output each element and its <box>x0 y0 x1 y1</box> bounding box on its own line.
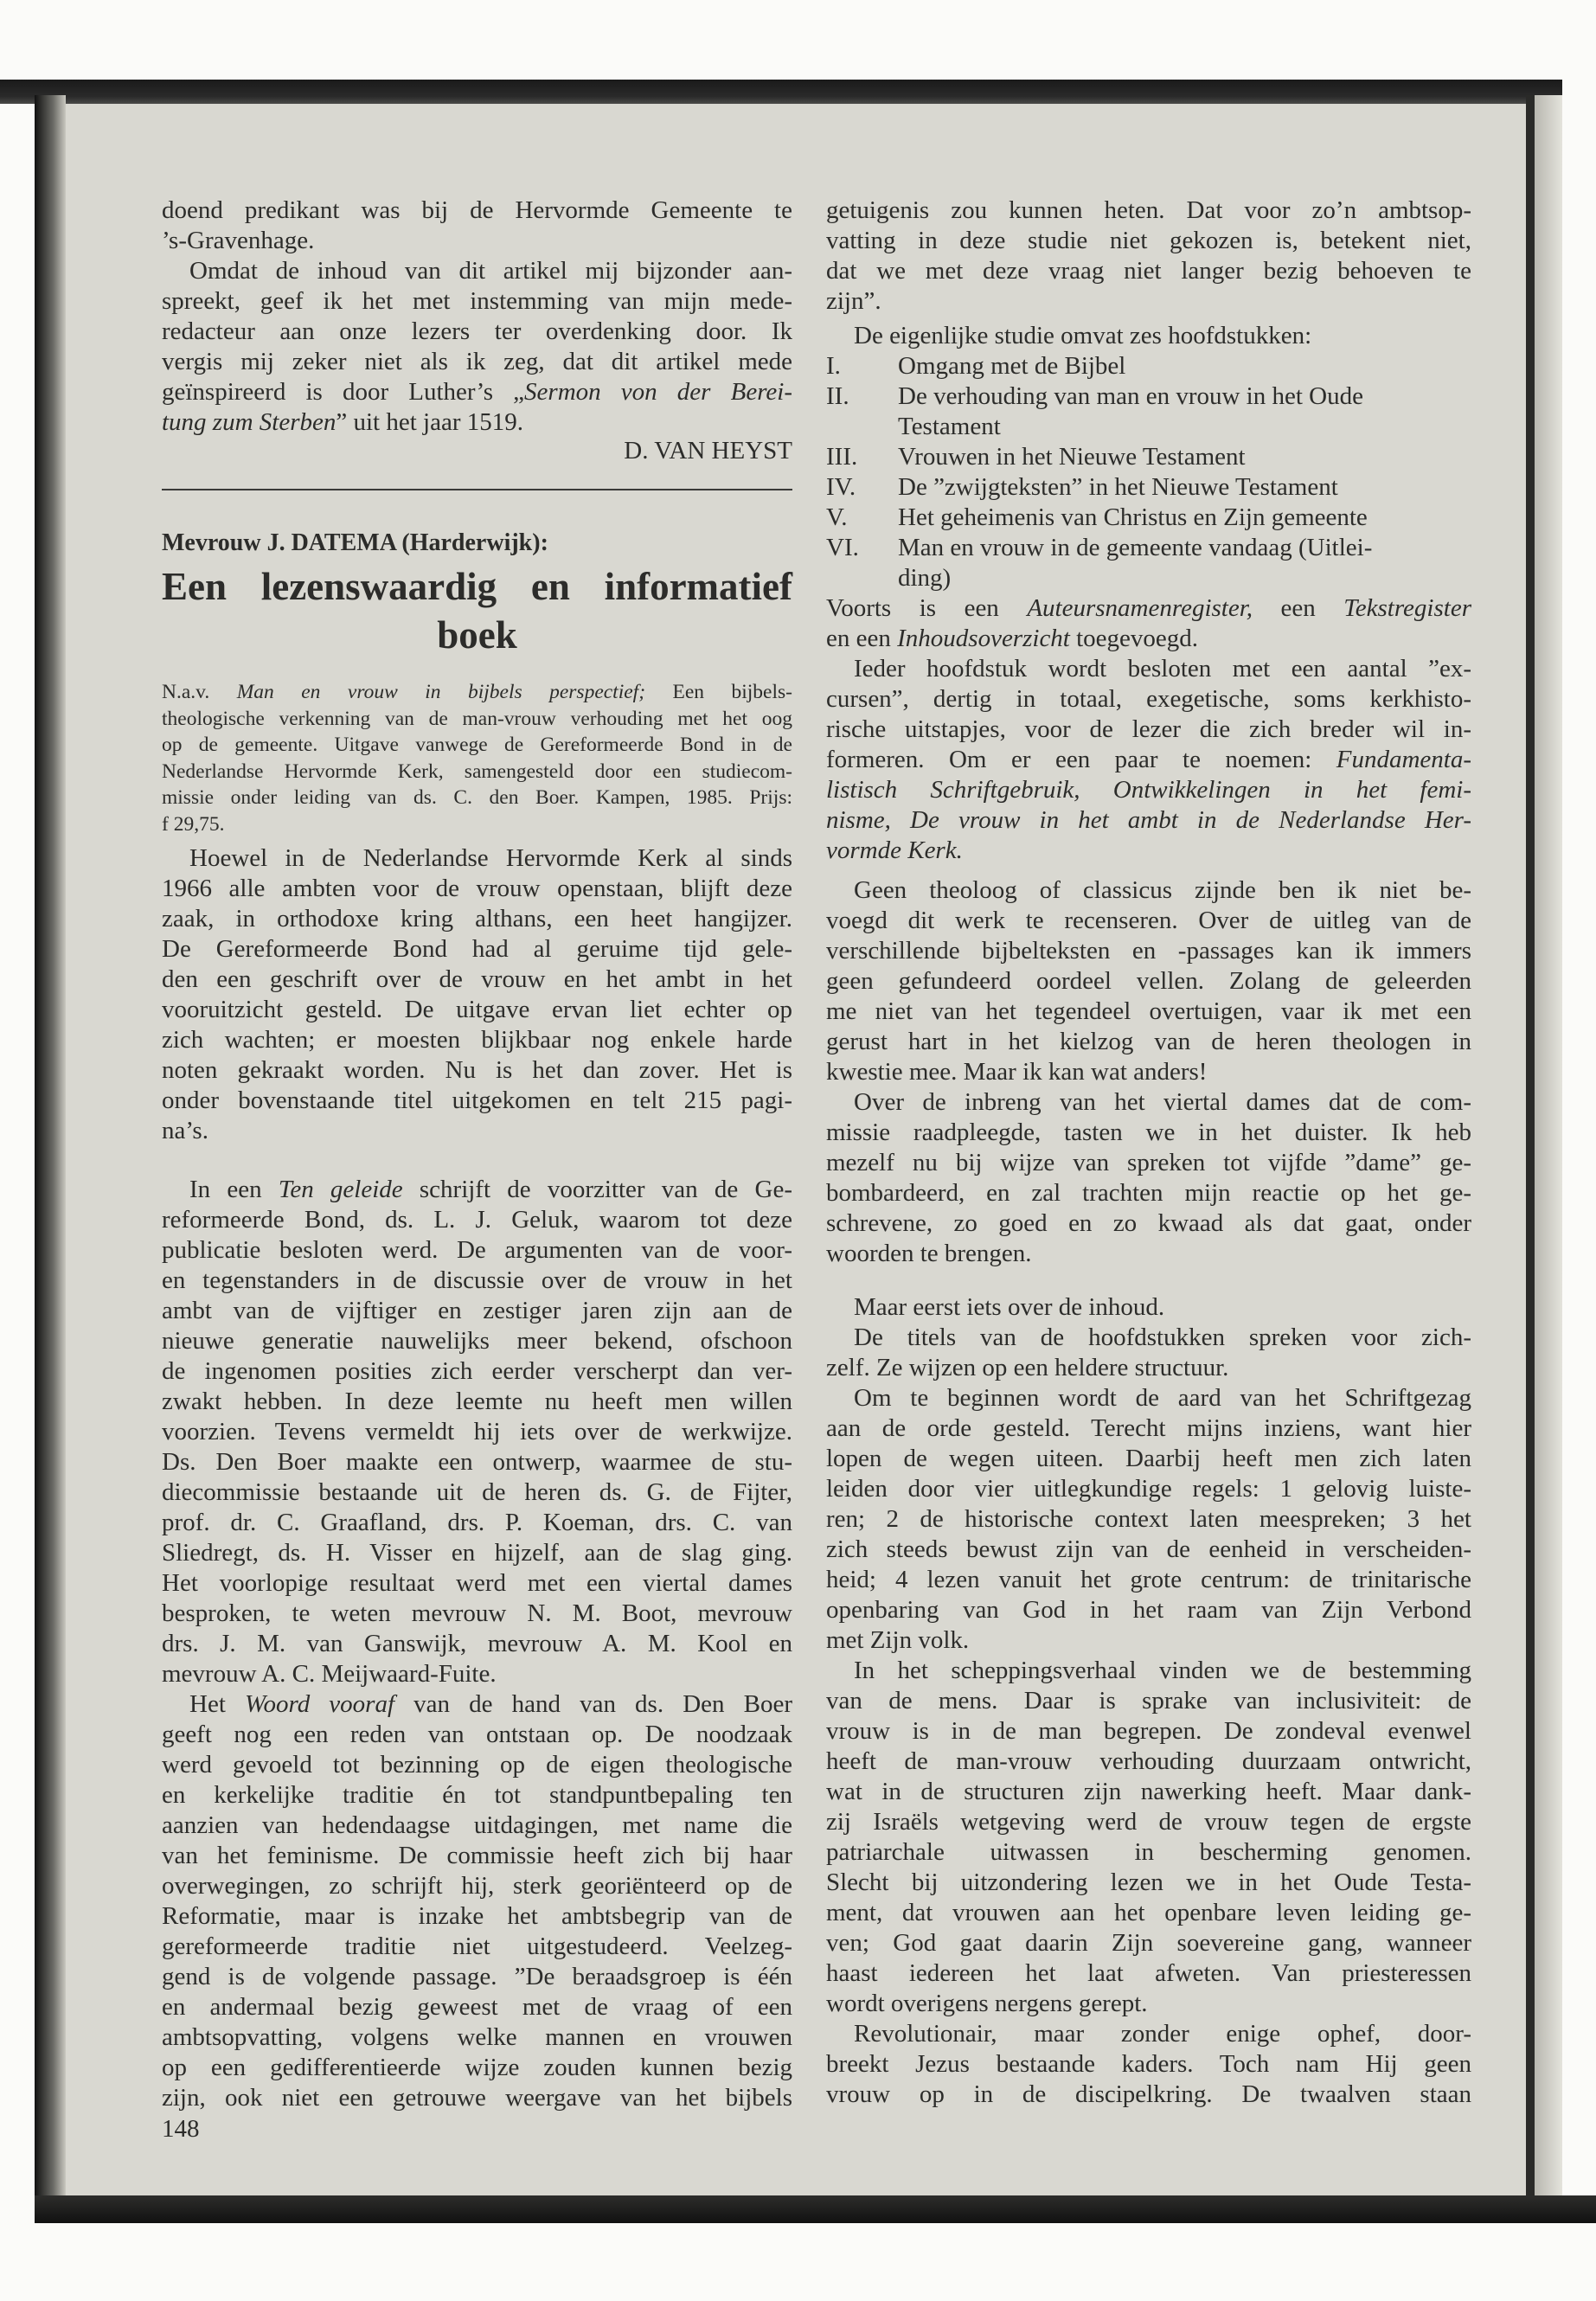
text-line <box>826 593 1471 624</box>
text-segment: Het voorlopige resultaat werd met een viertal dames <box>162 1569 792 1597</box>
text-line <box>162 195 792 226</box>
book-spine-edge <box>1535 95 1562 2197</box>
paragraph <box>826 1656 1471 2019</box>
text-segment: publicatie besloten werd. De argumenten van de voor- <box>162 1236 792 1264</box>
text-line <box>826 775 1471 805</box>
text-line <box>826 906 1471 936</box>
book-spine-line <box>1526 95 1535 2197</box>
text-segment: reformeerde Bond, ds. L. J. Geluk, waarom tot deze <box>162 1206 792 1234</box>
chapter-item <box>826 442 1471 472</box>
text-segment: ambtsopvatting, volgens welke mannen en vrouwen <box>162 2023 792 2051</box>
text-segment: Revolutionair, maar zonder enige ophef, door- <box>854 2020 1471 2048</box>
paragraph <box>826 1292 1471 1323</box>
text-line <box>162 759 792 785</box>
text-line <box>162 226 792 256</box>
paragraph <box>162 195 792 256</box>
text-line <box>826 195 1471 226</box>
text-segment: patriarchale uitwassen in bescherming genomen. <box>826 1838 1471 1866</box>
text-line <box>826 1716 1471 1747</box>
text-line <box>162 317 792 347</box>
chapter-title: Omgang met de Bijbel <box>898 352 1126 380</box>
text-line <box>826 1777 1471 1807</box>
text-line <box>826 1323 1471 1353</box>
chapter-number: VI. <box>826 534 859 561</box>
text-line <box>162 377 792 407</box>
text-segment: vatting in deze studie niet gekozen is, betekent niet, <box>826 227 1471 254</box>
text-line <box>162 785 792 811</box>
text-line <box>826 1208 1471 1239</box>
text-line <box>162 1689 792 1720</box>
text-segment: den een geschrift over de vrouw en het ambt in het <box>162 965 792 993</box>
text-segment: voegd dit werk te recenseren. Over de uitleg van de <box>826 907 1471 934</box>
paragraph <box>162 1689 792 2113</box>
italic-text: Inhoudsoverzicht <box>897 625 1070 652</box>
text-segment: Voorts is een <box>826 594 1028 622</box>
paragraph <box>826 1383 1471 1656</box>
text-line <box>826 1292 1471 1323</box>
text-line <box>826 1353 1471 1383</box>
paragraph <box>826 321 1471 351</box>
text-segment: gereformeerde traditie niet uitgestudeerd. Veelzeg- <box>162 1932 792 1960</box>
text-line <box>826 2049 1471 2080</box>
text-segment: breekt Jezus bestaande kaders. Toch nam Hij geen <box>826 2050 1471 2078</box>
text-line <box>162 874 792 904</box>
text-line <box>826 836 1471 866</box>
text-line <box>826 1057 1471 1087</box>
text-segment: zwakt hebben. In deze leemte nu heeft men willen <box>162 1388 792 1415</box>
paragraph <box>162 679 792 837</box>
registers-and-excursions <box>826 593 1471 866</box>
text-segment: op een gedifferentieerde wijze zouden kunnen bezig <box>162 2054 792 2081</box>
paragraph <box>826 875 1471 1087</box>
text-line <box>826 1989 1471 2019</box>
text-line <box>826 1868 1471 1898</box>
continued-quote <box>826 195 1471 317</box>
text-line <box>162 995 792 1025</box>
italic-text: nisme, De vrouw in het ambt in de Nederlandse Her- <box>826 806 1471 834</box>
text-segment: Nederlandse Hervormde Kerk, samengesteld door een studiecom- <box>162 760 792 783</box>
chapter-title: De ”zwijgteksten” in het Nieuwe Testament <box>898 473 1338 501</box>
text-segment: Hoewel in de Nederlandse Hervormde Kerk al sinds <box>189 844 792 872</box>
text-segment: met Zijn volk. <box>826 1626 970 1654</box>
italic-text: Man en vrouw in bijbels perspectief; <box>236 681 646 703</box>
chapter-number: III. <box>826 443 858 471</box>
text-line <box>826 2080 1471 2110</box>
text-segment: drs. J. M. van Ganswijk, mevrouw A. M. Kool en <box>162 1630 792 1657</box>
text-segment: toegevoegd. <box>1069 625 1199 652</box>
text-segment: 1966 alle ambten voor de vrouw openstaan, blijft deze <box>162 875 792 902</box>
text-segment: mevrouw A. C. Meijwaard-Fuite. <box>162 1660 497 1688</box>
chapter-number: V. <box>826 503 848 531</box>
italic-text: Fundamenta- <box>1336 746 1471 773</box>
text-line <box>826 1474 1471 1504</box>
text-segment: ambt van de vijftiger en zestiger jaren zijn aan de <box>162 1297 792 1324</box>
text-segment: lopen de wegen uiteen. Daarbij heeft men zich laten <box>826 1445 1471 1472</box>
italic-text: Tekstregister <box>1343 594 1471 622</box>
text-line <box>162 732 792 759</box>
text-line <box>826 684 1471 715</box>
text-segment: doend predikant was bij de Hervormde Gemeente te <box>162 196 792 224</box>
text-segment: missie raadpleegde, tasten we in het duister. Ik heb <box>826 1118 1471 1146</box>
text-line <box>162 934 792 965</box>
text-line <box>826 226 1471 256</box>
text-line <box>162 1811 792 1841</box>
body-paragraph-intro <box>162 843 792 1146</box>
text-line <box>826 321 1471 351</box>
text-line <box>162 706 792 733</box>
chapter-title: ding) <box>898 564 952 592</box>
chapter-item <box>826 412 1471 442</box>
text-segment: diecommissie bestaande uit de heren ds. G. de Fijter, <box>162 1478 792 1506</box>
text-line <box>826 1444 1471 1474</box>
page-number: 148 <box>162 2115 200 2143</box>
text-segment: missie onder leiding van ds. C. den Boer. Kampen, 1985. Prijs: <box>162 786 792 809</box>
headline-line-2: boek <box>437 613 517 657</box>
text-segment: In een <box>189 1176 279 1203</box>
text-line <box>826 654 1471 684</box>
text-line <box>162 2083 792 2113</box>
text-segment: wordt overigens nergens gerept. <box>826 1990 1148 2017</box>
italic-text: Sermon von der Berei- <box>524 378 792 406</box>
text-line <box>162 407 792 438</box>
paragraph <box>162 256 792 438</box>
text-segment: Om te beginnen wordt de aard van het Schriftgezag <box>854 1384 1471 1412</box>
text-line <box>826 1928 1471 1958</box>
text-segment: Sliedregt, ds. H. Visser en hijzelf, aan de slag ging. <box>162 1539 792 1567</box>
text-segment: Ieder hoofdstuk wordt besloten met een aantal ”ex- <box>854 655 1471 683</box>
author-line: Mevrouw J. DATEMA (Harderwijk): <box>162 529 548 556</box>
italic-text: tung zum Sterben <box>162 408 337 436</box>
text-line <box>826 1383 1471 1413</box>
paragraph <box>162 1175 792 1689</box>
text-line <box>826 286 1471 317</box>
text-line <box>162 1780 792 1811</box>
text-segment: aanzien van hedendaagse uitdagingen, met name die <box>162 1811 792 1839</box>
text-segment: ’s-Gravenhage. <box>162 227 315 254</box>
text-segment: ” uit het jaar 1519. <box>336 408 523 436</box>
text-line <box>826 1837 1471 1868</box>
text-segment: zijn, ook niet een getrouwe weergave van het bijbels <box>162 2084 792 2112</box>
italic-text: vormde Kerk. <box>826 836 963 864</box>
text-segment: redacteur aan onze lezers ter overdenking door. Ik <box>162 317 792 345</box>
text-segment: f 29,75. <box>162 812 225 836</box>
paragraph <box>826 1323 1471 1383</box>
text-segment: Omdat de inhoud van dit artikel mij bijzonder aan- <box>189 257 792 285</box>
text-segment: gerust hart in het kielzog van de heren theologen in <box>826 1028 1471 1055</box>
text-line <box>162 286 792 317</box>
text-line <box>826 1958 1471 1989</box>
text-line <box>826 1686 1471 1716</box>
text-segment: Reformatie, maar is inzake het ambtsbegrip van de <box>162 1902 792 1930</box>
text-segment: N.a.v. <box>162 681 237 703</box>
chapter-title: De verhouding van man en vrouw in het Oude <box>898 382 1363 410</box>
text-line <box>162 1326 792 1356</box>
text-segment: van de mens. Daar is sprake van inclusiviteit: de <box>826 1687 1471 1715</box>
chapter-number <box>826 412 898 442</box>
italic-text: Woord vooraf <box>244 1690 395 1718</box>
text-line <box>826 1595 1471 1625</box>
text-line <box>162 2053 792 2083</box>
text-segment: vrouw op in de discipelkring. De twaalven staan <box>826 2080 1471 2108</box>
text-line <box>826 1239 1471 1269</box>
article-headline <box>162 562 792 659</box>
text-segment: vrouw is in de man begrepen. De zondeval evenwel <box>826 1717 1471 1745</box>
chapter-item <box>826 533 1471 563</box>
text-segment: leiden door vier uitlegkundige regels: 1 gelovig luiste- <box>826 1475 1471 1503</box>
text-line <box>162 1659 792 1689</box>
text-segment: voorzien. Tevens vermeldt hij iets over de werkwijze. <box>162 1418 792 1445</box>
text-line <box>826 936 1471 966</box>
text-line <box>162 1841 792 1871</box>
text-line <box>162 1235 792 1266</box>
text-segment: onder bovenstaande titel uitgekomen en telt 215 pagi- <box>162 1086 792 1114</box>
text-line <box>826 1625 1471 1656</box>
paragraph <box>826 654 1471 866</box>
text-segment: geeft nog een reden van ontstaan op. De noodzaak <box>162 1721 792 1748</box>
text-segment: zich steeds bewust zijn van de eenheid in verscheiden- <box>826 1535 1471 1563</box>
text-segment: vergis mij zeker niet als ik zeg, dat dit artikel mede <box>162 348 792 375</box>
text-line <box>162 1538 792 1568</box>
text-line <box>826 997 1471 1027</box>
text-line <box>162 1417 792 1447</box>
text-line <box>162 965 792 995</box>
text-segment: spreekt, geef ik het met instemming van mijn mede- <box>162 287 792 315</box>
text-line <box>826 1148 1471 1178</box>
text-segment: besproken, te weten mevrouw N. M. Boot, mevrouw <box>162 1599 792 1627</box>
text-line <box>162 1356 792 1387</box>
text-segment: openbaring van God in het raam van Zijn Verbond <box>826 1596 1471 1624</box>
text-segment: ren; 2 de historische context laten meespreken; 3 het <box>826 1505 1471 1533</box>
text-line <box>162 1296 792 1326</box>
text-line <box>826 1178 1471 1208</box>
text-segment: geen gefundeerd oordeel vellen. Zolang de geleerden <box>826 967 1471 995</box>
text-line <box>826 805 1471 836</box>
intro-text <box>162 195 792 438</box>
reviewer-stance <box>826 875 1471 1269</box>
text-line <box>162 256 792 286</box>
text-line <box>162 1720 792 1750</box>
text-segment: zelf. Ze wijzen op een heldere structuur. <box>826 1354 1229 1381</box>
text-segment: aan de orde gesteld. Terecht mijns inziens, want hier <box>826 1414 1471 1442</box>
text-segment: geïnspireerd is door Luther’s „ <box>162 378 525 406</box>
page-top-edge-shadow <box>0 80 1562 104</box>
text-segment: heeft de man-vrouw verhouding duurzaam ontwricht, <box>826 1747 1471 1775</box>
text-line <box>162 904 792 934</box>
text-segment: formeren. Om er een paar te noemen: <box>826 746 1336 773</box>
text-segment: Slecht bij uitzondering lezen we in het Oude Testa- <box>826 1868 1471 1896</box>
text-segment: nieuwe generatie nauwelijks meer bekend, ofschoon <box>162 1327 792 1355</box>
text-line <box>162 1932 792 1962</box>
chapter-title: Testament <box>898 413 1001 440</box>
text-segment: overwegingen, zo schrijft hij, sterk georiënteerd op de <box>162 1872 792 1900</box>
text-segment: ven; God gaat daarin Zijn soevereine gang, wanneer <box>826 1929 1471 1957</box>
text-line <box>162 1871 792 1901</box>
text-segment: zijn”. <box>826 287 881 315</box>
text-line <box>826 1504 1471 1535</box>
text-line <box>162 811 792 838</box>
text-line <box>162 1025 792 1055</box>
text-line <box>162 1447 792 1477</box>
text-segment: wat in de structuren zijn nawerking heeft. Maar dank- <box>826 1778 1471 1805</box>
text-segment: De Gereformeerde Bond had al geruime tijd gele- <box>162 935 792 963</box>
text-segment: en andermaal bezig geweest met de vraag of een <box>162 1993 792 2021</box>
text-segment: haast iedereen het laat afweten. Van priesteressen <box>826 1959 1471 1987</box>
text-line <box>826 624 1471 654</box>
text-segment: Over de inbreng van het viertal dames dat de com- <box>854 1088 1471 1116</box>
text-line <box>162 1750 792 1780</box>
book-reference-note <box>162 679 792 837</box>
chapter-title: Het geheimenis van Christus en Zijn gemeente <box>898 503 1368 531</box>
text-line <box>162 1116 792 1146</box>
text-line <box>826 745 1471 775</box>
text-line <box>162 1629 792 1659</box>
paragraph <box>826 195 1471 317</box>
text-segment: bombardeerd, en zal trachten mijn reactie op het ge- <box>826 1179 1471 1207</box>
text-line <box>826 1898 1471 1928</box>
text-line <box>826 1118 1471 1148</box>
text-segment: en een <box>826 625 898 652</box>
text-line <box>826 256 1471 286</box>
text-segment: gend is de volgende passage. ”De beraadsgroep is één <box>162 1963 792 1990</box>
text-segment: woorden te brengen. <box>826 1240 1032 1267</box>
text-segment: Ds. Den Boer maakte een ontwerp, waarmee de stu- <box>162 1448 792 1476</box>
text-segment: In het scheppingsverhaal vinden we de bestemming <box>854 1657 1471 1684</box>
headline-line-1: Een lezenswaardig en informatief <box>162 565 792 608</box>
chapter-item <box>826 563 1471 593</box>
chapter-item <box>826 503 1471 533</box>
text-segment: en kerkelijke traditie én tot standpuntbepaling ten <box>162 1781 792 1809</box>
text-line <box>826 1413 1471 1444</box>
chapter-number: IV. <box>826 473 856 501</box>
text-segment: theologische verkenning van de man-vrouw verhouding met het oog <box>162 707 792 730</box>
text-line <box>826 715 1471 745</box>
text-segment: Geen theoloog of classicus zijnde ben ik niet be- <box>854 876 1471 904</box>
text-line <box>162 1508 792 1538</box>
text-line <box>826 966 1471 997</box>
chapter-title: Man en vrouw in de gemeente vandaag (Uitlei- <box>898 534 1373 561</box>
text-segment: na’s. <box>162 1117 208 1144</box>
signature: D. VAN HEYST <box>624 437 792 465</box>
text-segment: verschillende bijbelteksten en -passages kan ik immers <box>826 937 1471 965</box>
text-segment: zij Israëls wetgeving werd de vrouw tegen de ergste <box>826 1808 1471 1836</box>
text-segment: Het <box>189 1690 245 1718</box>
text-line <box>162 1568 792 1599</box>
chapter-number: I. <box>826 352 841 380</box>
content-summary <box>826 1292 1471 2110</box>
paragraph <box>162 843 792 1146</box>
text-segment: zich wachten; er moesten blijkbaar nog enkele harde <box>162 1026 792 1054</box>
text-line <box>162 1086 792 1116</box>
text-segment: op de gemeente. Uitgave vanwege de Gereformeerde Bond in de <box>162 734 792 756</box>
text-segment: Maar eerst iets over de inhoud. <box>854 1293 1165 1321</box>
text-line <box>162 1205 792 1235</box>
text-line <box>162 1266 792 1296</box>
text-segment: een <box>1253 594 1344 622</box>
text-line <box>162 1055 792 1086</box>
text-line <box>162 679 792 706</box>
text-segment: getuigenis zou kunnen heten. Dat voor zo’n ambtsop- <box>826 196 1471 224</box>
paragraph <box>826 1087 1471 1269</box>
page-left-binding-shadow <box>35 95 66 2214</box>
italic-text: listisch Schriftgebruik, Ontwikkelingen in het femi- <box>826 776 1471 804</box>
text-segment: rische uitstapjes, voor de lezer die zich breder wil in- <box>826 715 1471 743</box>
page-bottom-edge-shadow <box>35 2195 1596 2223</box>
text-segment: heid; 4 lezen vanuit het grote centrum: de trinitarische <box>826 1566 1471 1593</box>
text-line <box>826 1535 1471 1565</box>
text-line <box>162 1962 792 1992</box>
text-line <box>826 875 1471 906</box>
text-line <box>162 843 792 874</box>
text-line <box>162 2022 792 2053</box>
text-line <box>826 1656 1471 1686</box>
text-segment: De eigenlijke studie omvat zes hoofdstukken: <box>854 322 1312 349</box>
paragraph <box>826 593 1471 654</box>
italic-text: Ten geleide <box>278 1176 403 1203</box>
text-line <box>826 2019 1471 2049</box>
text-line <box>162 1901 792 1932</box>
text-line <box>162 1175 792 1205</box>
text-segment: zaak, in orthodoxe kring althans, een heet hangijzer. <box>162 905 792 933</box>
text-segment: mezelf nu bij wijze van spreken tot vijfde ”dame” ge- <box>826 1149 1471 1176</box>
text-segment: noten gekraakt worden. Nu is het dan zover. Het is <box>162 1056 792 1084</box>
text-line <box>162 347 792 377</box>
text-segment: kwestie mee. Maar ik kan wat anders! <box>826 1058 1208 1086</box>
text-segment: en tegenstanders in de discussie over de vrouw in het <box>162 1266 792 1294</box>
section-divider <box>162 489 792 490</box>
text-line <box>162 1599 792 1629</box>
text-segment: vooruitzicht gesteld. De uitgave ervan liet echter op <box>162 996 792 1023</box>
text-line <box>826 1807 1471 1837</box>
chapter-title: Vrouwen in het Nieuwe Testament <box>898 443 1246 471</box>
text-segment: De titels van de hoofdstukken spreken voor zich- <box>854 1324 1471 1351</box>
paragraph <box>826 2019 1471 2110</box>
chapter-list <box>826 351 1471 593</box>
text-segment: schrijft de voorzitter van de Ge- <box>402 1176 792 1203</box>
text-segment: cursen”, dertig in totaal, exegetische, soms kerkhisto- <box>826 685 1471 713</box>
text-segment: de ingenomen posities zich eerder verscherpt dan ver- <box>162 1357 792 1385</box>
text-segment: schrevene, zo goed en zo kwaad als dat gaat, onder <box>826 1209 1471 1237</box>
text-line <box>162 1992 792 2022</box>
text-segment: ment, dat vrouwen aan het openbare leven leiding ge- <box>826 1899 1471 1926</box>
chapter-number <box>826 563 898 593</box>
text-segment: werd gevoeld tot bezinning op de eigen theologische <box>162 1751 792 1779</box>
text-line <box>826 1565 1471 1595</box>
text-segment: van de hand van ds. Den Boer <box>394 1690 792 1718</box>
italic-text: Auteursnamenregister, <box>1027 594 1253 622</box>
text-line <box>826 1747 1471 1777</box>
text-line <box>826 1087 1471 1118</box>
chapters-intro <box>826 321 1471 351</box>
chapter-item <box>826 351 1471 381</box>
text-line <box>826 1027 1471 1057</box>
chapter-item <box>826 472 1471 503</box>
text-segment: Een bijbels- <box>645 681 792 703</box>
text-line <box>162 1477 792 1508</box>
text-segment: dat we met deze vraag niet langer bezig behoeven te <box>826 257 1471 285</box>
chapter-item <box>826 381 1471 412</box>
chapter-number: II. <box>826 382 849 410</box>
text-line <box>162 1387 792 1417</box>
body-paragraphs-left <box>162 1175 792 2113</box>
text-segment: me niet van het tegendeel overtuigen, vaar ik met een <box>826 997 1471 1025</box>
text-segment: van het feminisme. De commissie heeft zich bij haar <box>162 1842 792 1869</box>
text-segment: prof. dr. C. Graafland, drs. P. Koeman, drs. C. van <box>162 1509 792 1536</box>
